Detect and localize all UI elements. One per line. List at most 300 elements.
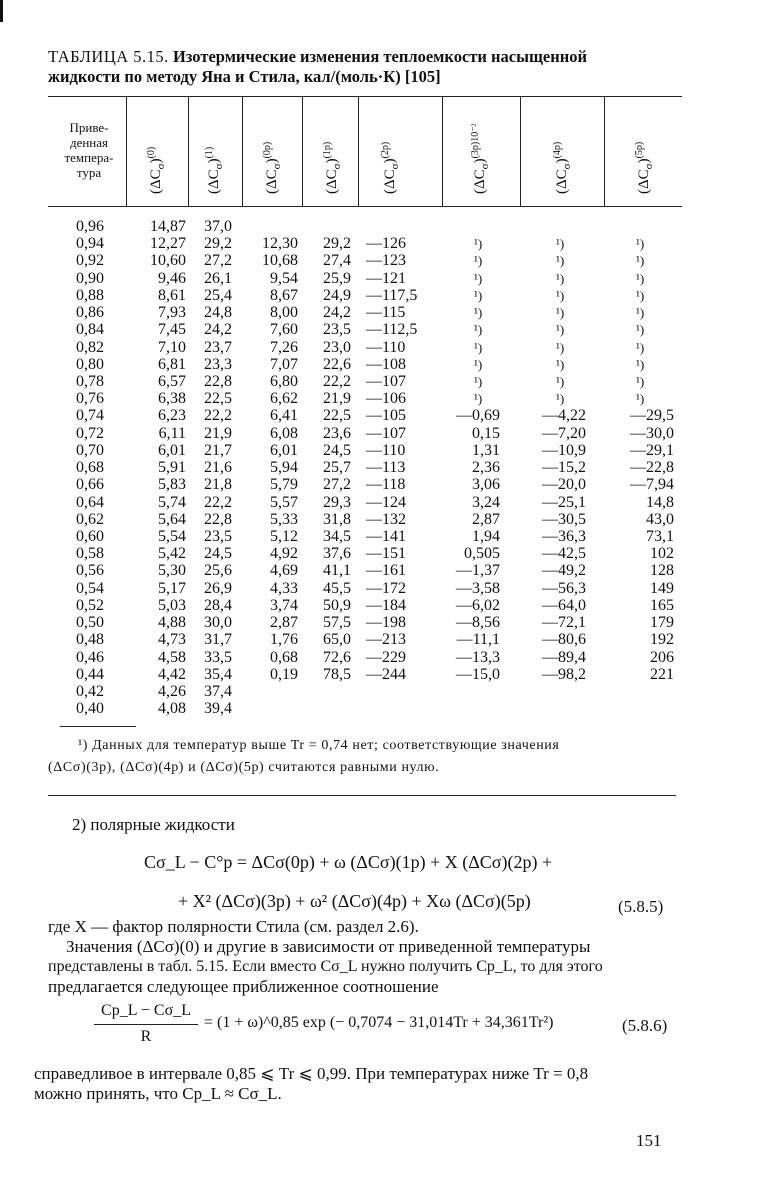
table-cell: 0,88 xyxy=(76,286,104,304)
table-cell: —229 xyxy=(366,648,406,666)
column-header-6: $(\Delta C_\sigma)^{(3p)10^{-2}}$ xyxy=(470,123,491,194)
table-cell: ¹) xyxy=(556,236,565,252)
table-cell: —124 xyxy=(366,493,406,511)
paragraph-line3: предлагается следующее приближенное соотношение xyxy=(48,977,439,996)
table-cell: —107 xyxy=(366,424,406,442)
table-row xyxy=(0,545,772,563)
table-cell: 4,92 xyxy=(270,545,298,563)
table-row xyxy=(0,528,772,546)
table-cell: 5,94 xyxy=(270,459,298,477)
table-cell: 73,1 xyxy=(646,527,674,545)
table-cell: 27,2 xyxy=(204,252,232,270)
table-cell: 0,80 xyxy=(76,355,104,373)
table-cell: ¹) xyxy=(556,322,565,338)
table-cell: 22,8 xyxy=(204,510,232,528)
table-cell: 5,79 xyxy=(270,476,298,494)
table-cell: 206 xyxy=(650,648,674,666)
table-cell: —123 xyxy=(366,252,406,270)
table-cell: —25,1 xyxy=(542,493,586,511)
table-cell: 23,5 xyxy=(204,527,232,545)
table-cell: —184 xyxy=(366,596,406,614)
table-cell: 28,4 xyxy=(204,596,232,614)
table-cell: —113 xyxy=(366,459,406,477)
column-header-3: $(\Delta C_\sigma)^{(0p)}$ xyxy=(262,141,283,194)
table-cell: ¹) xyxy=(474,339,483,355)
table-cell: 0,68 xyxy=(76,459,104,477)
table-cell: 6,01 xyxy=(270,441,298,459)
table-cell: 24,9 xyxy=(323,286,351,304)
header-text-line: тура xyxy=(76,165,102,180)
table-cell: 6,81 xyxy=(158,355,186,373)
table-cell: ¹) xyxy=(556,270,565,286)
table-cell: —15,0 xyxy=(456,665,500,683)
table-cell: 0,74 xyxy=(76,407,104,425)
table-cell: 8,00 xyxy=(270,304,298,322)
table-cell: 25,7 xyxy=(323,459,351,477)
table-row xyxy=(0,631,772,649)
table-cell: ¹) xyxy=(636,305,645,321)
polar-liquids-heading: 2) полярные жидкости xyxy=(72,815,235,834)
table-cell: —105 xyxy=(366,407,406,425)
table-cell: 0,44 xyxy=(76,665,104,683)
table-cell: 0,15 xyxy=(472,424,500,442)
table-cell: 1,76 xyxy=(270,631,298,649)
table-cell: 4,88 xyxy=(158,614,186,632)
table-cell: 29,2 xyxy=(323,235,351,253)
table-cell: 5,54 xyxy=(158,527,186,545)
table-cell: 4,08 xyxy=(158,700,186,718)
table-cell: ¹) xyxy=(556,339,565,355)
table-cell: 0,60 xyxy=(76,527,104,545)
table-cell: 37,0 xyxy=(204,218,232,235)
header-reduced-temperature xyxy=(52,120,126,180)
table-cell: —6,02 xyxy=(456,596,500,614)
table-cell: 23,7 xyxy=(204,338,232,356)
table-cell: —49,2 xyxy=(542,562,586,580)
table-cell: 7,45 xyxy=(158,321,186,339)
table-row xyxy=(0,562,772,580)
header-separator xyxy=(188,96,189,206)
table-cell: 41,1 xyxy=(323,562,351,580)
table-cell: 45,5 xyxy=(323,579,351,597)
table-cell: 30,0 xyxy=(204,614,232,632)
table-row xyxy=(0,339,772,357)
table-cell: —80,6 xyxy=(542,631,586,649)
table-cell: 179 xyxy=(650,614,674,632)
table-cell: 6,38 xyxy=(158,390,186,408)
table-cell: ¹) xyxy=(636,322,645,338)
table-cell: 50,9 xyxy=(323,596,351,614)
table-cell: —213 xyxy=(366,631,406,649)
table-cell: 0,86 xyxy=(76,304,104,322)
table-cell: 2,36 xyxy=(472,459,500,477)
table-cell: 31,8 xyxy=(323,510,351,528)
table-cell: —244 xyxy=(366,665,406,683)
table-cell: 22,2 xyxy=(323,372,351,390)
table-title-line1: Изотермические изменения теплоемкости насыщенной xyxy=(172,47,588,66)
table-cell: ¹) xyxy=(636,253,645,269)
equation-5-8-5-line2: + X² (ΔCσ)(3p) + ω² (ΔCσ)(4p) + Xω (ΔCσ)(5p) xyxy=(178,891,531,911)
table-cell: 9,54 xyxy=(270,269,298,287)
table-cell: 0,68 xyxy=(270,648,298,666)
table-cell: 23,0 xyxy=(323,338,351,356)
table-cell: 221 xyxy=(650,665,674,683)
table-cell: 149 xyxy=(650,579,674,597)
table-row xyxy=(0,459,772,477)
table-cell: —89,4 xyxy=(542,648,586,666)
table-cell: 24,5 xyxy=(204,545,232,563)
table-cell: 3,06 xyxy=(472,476,500,494)
table-cell: 0,54 xyxy=(76,579,104,597)
column-header-2: $(\Delta C_\sigma)^{(1)}$ xyxy=(204,146,225,194)
table-cell: 128 xyxy=(650,562,674,580)
table-cell: —0,69 xyxy=(456,407,500,425)
table-cell: 4,42 xyxy=(158,665,186,683)
table-cell: —10,9 xyxy=(542,441,586,459)
table-cell: ¹) xyxy=(474,305,483,321)
table-cell: 1,31 xyxy=(472,441,500,459)
header-separator xyxy=(520,96,521,206)
table-row xyxy=(0,666,772,684)
table-cell: ¹) xyxy=(474,253,483,269)
table-cell: 37,6 xyxy=(323,545,351,563)
table-cell: —20,0 xyxy=(542,476,586,494)
table-cell: 10,60 xyxy=(150,252,186,270)
footnote-line1: ¹) Данных для температур выше Tr = 0,74 нет; соответствующие значения xyxy=(78,738,560,753)
table-cell: 22,2 xyxy=(204,407,232,425)
table-cell: —15,2 xyxy=(542,459,586,477)
table-cell: ¹) xyxy=(636,339,645,355)
table-cell: —7,94 xyxy=(630,476,674,494)
header-separator xyxy=(358,96,359,206)
table-cell: 39,4 xyxy=(204,700,232,718)
table-cell: 6,11 xyxy=(158,424,186,442)
table-cell: 22,5 xyxy=(323,407,351,425)
table-row xyxy=(0,407,772,425)
table-cell: —29,5 xyxy=(630,407,674,425)
table-cell: 0,42 xyxy=(76,682,104,700)
table-cell: 23,5 xyxy=(323,321,351,339)
table-cell: 14,8 xyxy=(646,493,674,511)
table-cell: —7,20 xyxy=(542,424,586,442)
table-label: ТАБЛИЦА 5.15. xyxy=(48,47,169,66)
table-title-line2: жидкости по методу Яна и Стила, кал/(моль·К) [105] xyxy=(48,67,441,86)
table-cell: 0,48 xyxy=(76,631,104,649)
table-cell: 0,72 xyxy=(76,424,104,442)
table-cell: —110 xyxy=(366,441,406,459)
table-cell: 7,07 xyxy=(270,355,298,373)
equation-5-8-6-denominator: R xyxy=(140,1028,152,1045)
table-cell: 5,64 xyxy=(158,510,186,528)
table-row xyxy=(0,511,772,529)
table-cell: —13,3 xyxy=(456,648,500,666)
equation-5-8-5-line1: Cσ_L − C°p = ΔCσ(0p) + ω (ΔCσ)(1p) + X (ΔCσ)(2p) + xyxy=(144,852,553,872)
table-cell: —108 xyxy=(366,355,406,373)
table-top-rule xyxy=(48,96,682,97)
table-cell: 25,6 xyxy=(204,562,232,580)
column-header-1: $(\Delta C_\sigma)^{(0)}$ xyxy=(146,146,167,194)
table-cell: 78,5 xyxy=(323,665,351,683)
table-cell: 5,57 xyxy=(270,493,298,511)
table-cell: 1,94 xyxy=(472,527,500,545)
table-cell: —72,1 xyxy=(542,614,586,632)
table-cell: 27,4 xyxy=(323,252,351,270)
table-cell: 8,61 xyxy=(158,286,186,304)
table-cell: ¹) xyxy=(474,356,483,372)
table-cell: ¹) xyxy=(636,287,645,303)
table-cell: 31,7 xyxy=(204,631,232,649)
table-cell: 22,8 xyxy=(204,372,232,390)
table-row xyxy=(0,373,772,391)
table-cell: —8,56 xyxy=(456,614,500,632)
table-row xyxy=(0,356,772,374)
table-row xyxy=(0,614,772,632)
table-cell: 4,58 xyxy=(158,648,186,666)
table-cell: 25,4 xyxy=(204,286,232,304)
table-cell: 6,62 xyxy=(270,390,298,408)
table-cell: 72,6 xyxy=(323,648,351,666)
table-row xyxy=(0,218,772,236)
table-cell: 29,2 xyxy=(204,235,232,253)
table-cell: —42,5 xyxy=(542,545,586,563)
table-cell: 0,52 xyxy=(76,596,104,614)
table-cell: 0,92 xyxy=(76,252,104,270)
table-cell: 3,24 xyxy=(472,493,500,511)
table-cell: 5,12 xyxy=(270,527,298,545)
table-cell: 2,87 xyxy=(270,614,298,632)
table-cell: ¹) xyxy=(636,236,645,252)
table-cell: ¹) xyxy=(474,236,483,252)
table-cell: 5,74 xyxy=(158,493,186,511)
table-cell: 0,40 xyxy=(76,700,104,718)
table-cell: —29,1 xyxy=(630,441,674,459)
table-row xyxy=(0,287,772,305)
table-cell: 34,5 xyxy=(323,527,351,545)
table-cell: 0,82 xyxy=(76,338,104,356)
table-cell: 9,46 xyxy=(158,269,186,287)
table-cell: 0,90 xyxy=(76,269,104,287)
table-cell: 0,70 xyxy=(76,441,104,459)
table-cell: —36,3 xyxy=(542,527,586,545)
table-cell: 5,30 xyxy=(158,562,186,580)
header-separator xyxy=(302,96,303,206)
table-cell: —110 xyxy=(366,338,406,356)
table-cell: 0,66 xyxy=(76,476,104,494)
table-cell: 5,17 xyxy=(158,579,186,597)
table-cell: 22,5 xyxy=(204,390,232,408)
table-cell: 27,2 xyxy=(323,476,351,494)
table-row xyxy=(0,390,772,408)
table-cell: 2,87 xyxy=(472,510,500,528)
table-cell: 4,26 xyxy=(158,682,186,700)
table-cell: 29,3 xyxy=(323,493,351,511)
header-separator xyxy=(126,96,127,206)
column-header-4: $(\Delta C_\sigma)^{(1p)}$ xyxy=(322,141,343,194)
header-separator xyxy=(442,96,443,206)
table-cell: —11,1 xyxy=(456,631,500,649)
header-separator xyxy=(242,96,243,206)
table-cell: —106 xyxy=(366,390,406,408)
table-cell: 165 xyxy=(650,596,674,614)
table-cell: 5,33 xyxy=(270,510,298,528)
table-cell: 21,9 xyxy=(204,424,232,442)
table-cell: 0,94 xyxy=(76,235,104,253)
table-cell: —115 xyxy=(366,304,406,322)
table-cell: 24,2 xyxy=(204,321,232,339)
column-header-8: $(\Delta C_\sigma)^{(5p)}$ xyxy=(634,141,655,194)
table-cell: 24,8 xyxy=(204,304,232,322)
table-cell: ¹) xyxy=(474,270,483,286)
table-cell: ¹) xyxy=(556,253,565,269)
table-cell: 25,9 xyxy=(323,269,351,287)
table-cell: ¹) xyxy=(556,287,565,303)
table-caption xyxy=(48,47,688,87)
table-cell: 26,1 xyxy=(204,269,232,287)
table-cell: —117,5 xyxy=(366,286,418,304)
equation-number-5-8-5: (5.8.5) xyxy=(618,897,664,916)
table-cell: ¹) xyxy=(556,305,565,321)
table-cell: 5,42 xyxy=(158,545,186,563)
table-cell: 0,84 xyxy=(76,321,104,339)
table-cell: 6,80 xyxy=(270,372,298,390)
table-cell: —161 xyxy=(366,562,406,580)
table-cell: ¹) xyxy=(556,391,565,407)
paragraph-line2: представлены в табл. 5.15. Если вместо Cσ_L нужно получить Cp_L, то для этого xyxy=(48,958,603,975)
table-cell: —121 xyxy=(366,269,406,287)
table-cell: 14,87 xyxy=(150,218,186,235)
header-text-line: Приве- xyxy=(69,120,109,135)
column-header-5: $(\Delta C_\sigma)^{(2p)}$ xyxy=(380,141,401,194)
table-cell: 0,78 xyxy=(76,372,104,390)
table-cell: 102 xyxy=(650,545,674,563)
header-text-line: темпера- xyxy=(64,150,114,165)
table-cell: —4,22 xyxy=(542,407,586,425)
header-separator xyxy=(604,96,605,206)
table-cell: 57,5 xyxy=(323,614,351,632)
table-cell: —112,5 xyxy=(366,321,418,339)
table-cell: 6,23 xyxy=(158,407,186,425)
table-cell: 0,56 xyxy=(76,562,104,580)
table-cell: 4,33 xyxy=(270,579,298,597)
table-cell: 23,3 xyxy=(204,355,232,373)
table-cell: 10,68 xyxy=(262,252,298,270)
table-cell: 192 xyxy=(650,631,674,649)
table-row xyxy=(0,425,772,443)
table-cell: —56,3 xyxy=(542,579,586,597)
equation-number-5-8-6: (5.8.6) xyxy=(622,1016,668,1035)
table-cell: 21,9 xyxy=(323,390,351,408)
table-cell: 21,8 xyxy=(204,476,232,494)
table-cell: 0,96 xyxy=(76,218,104,235)
table-cell: 33,5 xyxy=(204,648,232,666)
paragraph-line1: Значения (ΔCσ)(0) и другие в зависимости от приведенной температуры xyxy=(66,937,591,956)
table-header-rule xyxy=(48,206,682,207)
table-cell: 5,91 xyxy=(158,459,186,477)
table-cell: ¹) xyxy=(636,270,645,286)
equation-5-8-6-numerator: Cp_L − Cσ_L xyxy=(101,1002,191,1019)
table-cell: 24,5 xyxy=(323,441,351,459)
table-cell: 23,6 xyxy=(323,424,351,442)
table-cell: —118 xyxy=(366,476,406,494)
table-cell: 0,50 xyxy=(76,614,104,632)
table-cell: 12,30 xyxy=(262,235,298,253)
footnote-rule xyxy=(60,726,136,727)
fraction-bar xyxy=(94,1024,198,1025)
table-cell: 0,58 xyxy=(76,545,104,563)
table-cell: 37,4 xyxy=(204,682,232,700)
table-cell: 0,505 xyxy=(464,545,500,563)
table-cell: 4,69 xyxy=(270,562,298,580)
table-cell: —107 xyxy=(366,372,406,390)
table-cell: —64,0 xyxy=(542,596,586,614)
table-cell: 7,60 xyxy=(270,321,298,339)
table-cell: 5,03 xyxy=(158,596,186,614)
table-row xyxy=(0,442,772,460)
table-cell: ¹) xyxy=(474,322,483,338)
table-cell: ¹) xyxy=(636,356,645,372)
table-cell: ¹) xyxy=(474,391,483,407)
table-cell: 6,01 xyxy=(158,441,186,459)
table-row xyxy=(0,580,772,598)
table-cell: —172 xyxy=(366,579,406,597)
table-row xyxy=(0,649,772,667)
table-cell: ¹) xyxy=(556,356,565,372)
final-line1: справедливое в интервале 0,85 ⩽ Tr ⩽ 0,99. При температурах ниже Tr = 0,8 xyxy=(34,1064,589,1083)
table-row xyxy=(0,321,772,339)
table-cell: ¹) xyxy=(556,373,565,389)
table-cell: ¹) xyxy=(474,373,483,389)
table-row xyxy=(0,597,772,615)
table-cell: 22,2 xyxy=(204,493,232,511)
table-row xyxy=(0,235,772,253)
header-text-line: денная xyxy=(69,135,109,150)
table-cell: 0,64 xyxy=(76,493,104,511)
table-row xyxy=(0,270,772,288)
table-cell: —126 xyxy=(366,235,406,253)
table-cell: 0,76 xyxy=(76,390,104,408)
table-cell: 7,10 xyxy=(158,338,186,356)
table-row xyxy=(0,700,772,718)
table-cell: 8,67 xyxy=(270,286,298,304)
table-cell: 65,0 xyxy=(323,631,351,649)
table-row xyxy=(0,252,772,270)
table-cell: 26,9 xyxy=(204,579,232,597)
scan-edge-mark xyxy=(0,0,3,22)
table-cell: 0,62 xyxy=(76,510,104,528)
table-cell: 0,46 xyxy=(76,648,104,666)
table-cell: —141 xyxy=(366,527,406,545)
table-cell: —3,58 xyxy=(456,579,500,597)
table-cell: 3,74 xyxy=(270,596,298,614)
table-cell: 5,83 xyxy=(158,476,186,494)
table-row xyxy=(0,683,772,701)
final-line2: можно принять, что Cp_L ≈ Cσ_L. xyxy=(34,1084,282,1103)
table-cell: 22,6 xyxy=(323,355,351,373)
table-cell: 6,57 xyxy=(158,372,186,390)
table-cell: 6,41 xyxy=(270,407,298,425)
table-cell: —30,0 xyxy=(630,424,674,442)
table-cell: ¹) xyxy=(474,287,483,303)
footnote-line2: (ΔCσ)(3p), (ΔCσ)(4p) и (ΔCσ)(5p) считаются равными нулю. xyxy=(48,760,440,775)
table-row xyxy=(0,304,772,322)
table-cell: 6,08 xyxy=(270,424,298,442)
section-separator-rule xyxy=(48,795,676,796)
table-cell: —22,8 xyxy=(630,459,674,477)
table-cell: —151 xyxy=(366,545,406,563)
page-number: 151 xyxy=(636,1131,662,1150)
table-cell: —132 xyxy=(366,510,406,528)
table-cell: ¹) xyxy=(636,391,645,407)
